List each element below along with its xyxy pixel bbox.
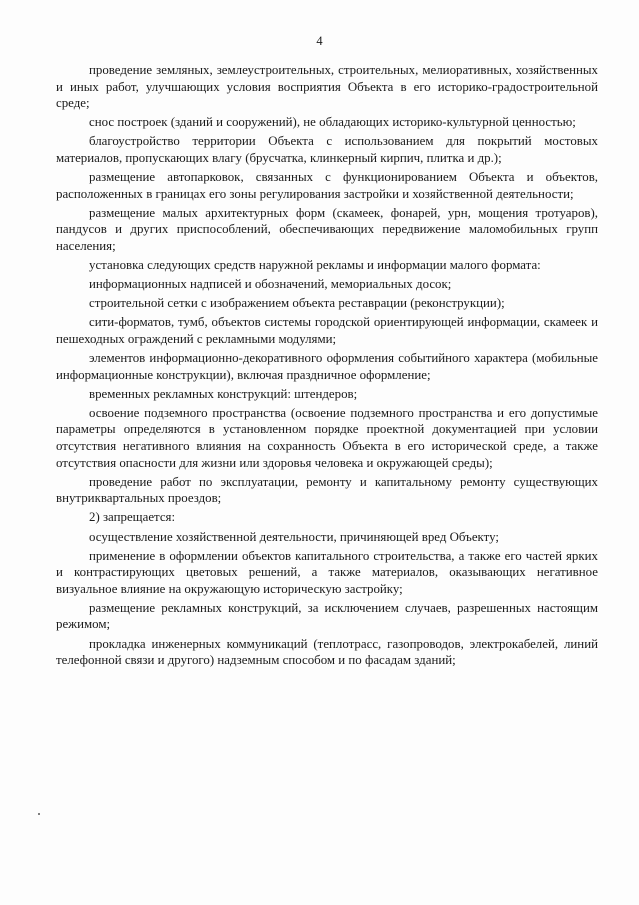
- document-body: [56, 62, 598, 671]
- paragraph: информационных надписей и обозначений, мемориальных досок;: [89, 277, 452, 292]
- paragraph: временных рекламных конструкций: штендеров;: [89, 386, 358, 401]
- paragraph: сити-форматов, тумб, объектов системы городской ориентирующей информации, скамеек и пешеходных ограждений с рекламными модулями;: [56, 315, 598, 346]
- page-number: 4: [316, 34, 323, 48]
- paragraph: осуществление хозяйственной деятельности, причиняющей вред Объекту;: [89, 529, 499, 544]
- paragraph: элементов информационно-декоративного оформления событийного характера (мобильные информационные конструкции), включая праздничное оформление;: [56, 351, 598, 382]
- paragraph: 2) запрещается:: [89, 510, 176, 525]
- paragraph: проведение работ по эксплуатации, ремонту и капитальному ремонту существующих внутриквартальных проездов;: [56, 474, 598, 506]
- paragraph: прокладка инженерных коммуникаций (теплотрасс, газопроводов, электрокабелей, линий телефонной связи и другого) надземным способом и по фасадам зданий;: [56, 636, 598, 668]
- paragraph: размещение рекламных конструкций, за исключением случаев, разрешенных настоящим режимом;: [56, 600, 598, 632]
- paragraph: снос построек (зданий и сооружений), не обладающих историко-культурной ценностью;: [89, 115, 576, 130]
- paragraph: применение в оформлении объектов капитального строительства, а также его частей ярких и контрастирующих цветовых решений, а также материалов, оказывающих негативное визуальное влияние на окружающую историческую застройку;: [56, 548, 598, 596]
- paragraph: установка следующих средств наружной рекламы и информации малого формата:: [89, 257, 541, 272]
- paragraph: проведение земляных, землеустроительных, строительных, мелиоративных, хозяйственных и иных работ, улучшающих условия восприятия Объекта в его историко-градостроительной среде;: [56, 63, 598, 111]
- paragraph: строительной сетки с изображением объекта реставрации (реконструкции);: [89, 296, 505, 311]
- scan-speck: [38, 813, 40, 815]
- paragraph: освоение подземного пространства (освоение подземного пространства и его допустимые параметры определяются в установленном порядке проектной документацией при условии отсутствия негативного влияния на сохранность Объекта в его исторической среде, а также отсутствия опасности для жизни или здоровья человека и окружающей среды);: [56, 405, 598, 470]
- paragraph: благоустройство территории Объекта с использованием для покрытий мостовых материалов, пропускающих влагу (брусчатка, клинкерный кирпич, плитка и др.);: [56, 134, 598, 165]
- paragraph: размещение автопарковок, связанных с функционированием Объекта и объектов, расположенных в границах его зоны регулирования застройки и хозяйственной деятельности;: [56, 170, 598, 201]
- paragraph: размещение малых архитектурных форм (скамеек, фонарей, урн, мощения тротуаров), пандусов и других приспособлений, обеспечивающих передвижение маломобильных групп населения;: [56, 205, 598, 253]
